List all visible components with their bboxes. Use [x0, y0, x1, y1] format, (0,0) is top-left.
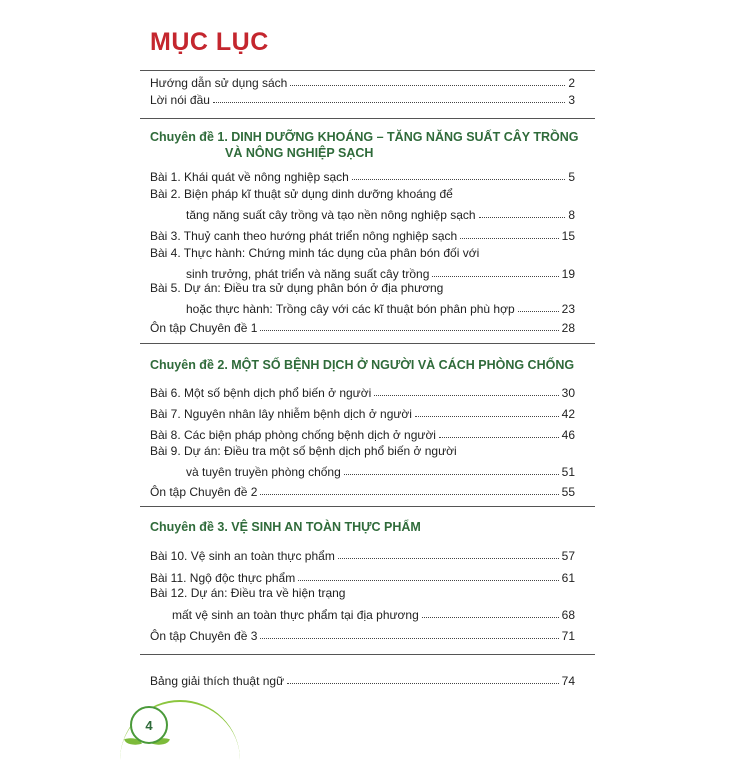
toc-entry[interactable]: [150, 281, 575, 317]
divider: [140, 343, 595, 344]
leader-dots: [260, 330, 558, 331]
divider: [140, 118, 595, 119]
entry-title: Ôn tập Chuyên đề 2: [150, 485, 258, 499]
toc-entry[interactable]: [150, 382, 575, 400]
leader-dots: [287, 683, 559, 684]
leader-dots: [260, 638, 558, 639]
toc-entry[interactable]: [150, 444, 575, 480]
toc-entry[interactable]: [150, 586, 575, 622]
leader-dots: [460, 238, 558, 239]
toc-entry-preface[interactable]: [150, 89, 575, 107]
entry-page: 57: [561, 549, 575, 563]
toc-entry[interactable]: [150, 187, 575, 223]
entry-page: 28: [561, 321, 575, 335]
entry-title: Hướng dẫn sử dụng sách: [150, 76, 288, 90]
entry-title: Bài 4. Thực hành: Chứng minh tác dụng của phân bón đối với: [150, 246, 480, 260]
entry-page: 15: [561, 229, 575, 243]
divider: [140, 654, 595, 655]
leader-dots: [338, 558, 559, 559]
entry-title: Bài 7. Nguyên nhân lây nhiễm bệnh dịch ở người: [150, 407, 412, 421]
leader-dots: [344, 474, 559, 475]
entry-title: Bài 10. Vệ sinh an toàn thực phẩm: [150, 549, 335, 563]
toc-entry[interactable]: [150, 225, 575, 243]
leader-dots: [479, 217, 566, 218]
entry-title: Lời nói đầu: [150, 93, 210, 107]
chapter-heading-line: Chuyên đề 2. MỘT SỐ BỆNH DỊCH Ở NGƯỜI VÀ CÁCH PHÒNG CHỐNG: [150, 358, 575, 372]
entry-title-continued: hoặc thực hành: Trồng cây với các kĩ thuật bón phân phù hợp: [186, 302, 515, 316]
leader-dots: [415, 416, 559, 417]
toc-entry[interactable]: [150, 166, 575, 184]
entry-title: Bài 2. Biện pháp kĩ thuật sử dụng dinh dưỡng khoáng để: [150, 187, 453, 201]
entry-title-continued: tăng năng suất cây trồng và tạo nền nông nghiệp sạch: [186, 208, 476, 222]
entry-page: 3: [568, 93, 575, 107]
chapter-heading-2[interactable]: [150, 358, 574, 372]
entry-title: Bài 9. Dự án: Điều tra một số bệnh dịch phổ biến ở người: [150, 444, 457, 458]
entry-page: 46: [561, 428, 575, 442]
leader-dots: [298, 580, 558, 581]
leader-dots: [518, 311, 559, 312]
entry-title: Bài 11. Ngộ độc thực phẩm: [150, 571, 296, 585]
toc-entry-review[interactable]: [150, 317, 575, 335]
entry-page: 8: [568, 208, 575, 222]
divider: [140, 506, 595, 507]
leader-dots: [260, 494, 558, 495]
entry-page: 2: [568, 76, 575, 90]
entry-title: Bài 1. Khái quát về nông nghiệp sạch: [150, 170, 349, 184]
entry-title-continued: và tuyên truyền phòng chống: [186, 465, 341, 479]
entry-title: Bài 8. Các biện pháp phòng chống bệnh dịch ở người: [150, 428, 436, 442]
toc-entry[interactable]: [150, 403, 575, 421]
leader-dots: [352, 179, 565, 180]
chapter-heading-line: Chuyên đề 1. DINH DƯỠNG KHOÁNG – TĂNG NĂNG SUẤT CÂY TRỒNG: [150, 130, 579, 144]
entry-page: 68: [561, 608, 575, 622]
toc-entry-guide[interactable]: [150, 72, 575, 90]
entry-page: 51: [561, 465, 575, 479]
entry-title-continued: sinh trưởng, phát triển và năng suất cây trồng: [186, 267, 430, 281]
toc-entry[interactable]: [150, 424, 575, 442]
chapter-heading-1[interactable]: [150, 130, 579, 160]
entry-page: 71: [561, 629, 575, 643]
page-number: 4: [145, 717, 153, 733]
page-title: MỤC LỤC: [150, 28, 269, 56]
toc-entry[interactable]: [150, 545, 575, 563]
entry-title-continued: mất vệ sinh an toàn thực phẩm tại địa phương: [172, 608, 419, 622]
page-number-badge: [130, 706, 168, 744]
toc-entry-glossary[interactable]: [150, 670, 575, 688]
leader-dots: [374, 395, 558, 396]
toc-entry[interactable]: [150, 246, 575, 282]
entry-page: 42: [561, 407, 575, 421]
entry-page: 55: [561, 485, 575, 499]
entry-page: 74: [561, 674, 575, 688]
entry-page: 61: [561, 571, 575, 585]
divider: [140, 70, 595, 71]
entry-page: 30: [561, 386, 575, 400]
chapter-heading-3[interactable]: [150, 520, 421, 534]
entry-title: Bài 6. Một số bệnh dịch phổ biến ở người: [150, 386, 372, 400]
entry-title: Bài 5. Dự án: Điều tra sử dụng phân bón ở địa phương: [150, 281, 444, 295]
toc-entry-review[interactable]: [150, 625, 575, 643]
entry-page: 5: [568, 170, 575, 184]
entry-page: 23: [561, 302, 575, 316]
leader-dots: [432, 276, 558, 277]
entry-title: Ôn tập Chuyên đề 3: [150, 629, 258, 643]
toc-entry-review[interactable]: [150, 481, 575, 499]
entry-title: Bảng giải thích thuật ngữ: [150, 674, 285, 688]
leader-dots: [439, 437, 559, 438]
entry-title: Ôn tập Chuyên đề 1: [150, 321, 258, 335]
entry-page: 19: [561, 267, 575, 281]
chapter-heading-line: Chuyên đề 3. VỆ SINH AN TOÀN THỰC PHẨM: [150, 520, 421, 534]
chapter-heading-line: VÀ NÔNG NGHIỆP SẠCH: [225, 146, 374, 160]
entry-title: Bài 3. Thuỷ canh theo hướng phát triển nông nghiệp sạch: [150, 229, 458, 243]
entry-title: Bài 12. Dự án: Điều tra về hiện trạng: [150, 586, 346, 600]
leader-dots: [213, 102, 565, 103]
leader-dots: [290, 85, 565, 86]
leader-dots: [422, 617, 559, 618]
toc-entry[interactable]: [150, 567, 575, 585]
